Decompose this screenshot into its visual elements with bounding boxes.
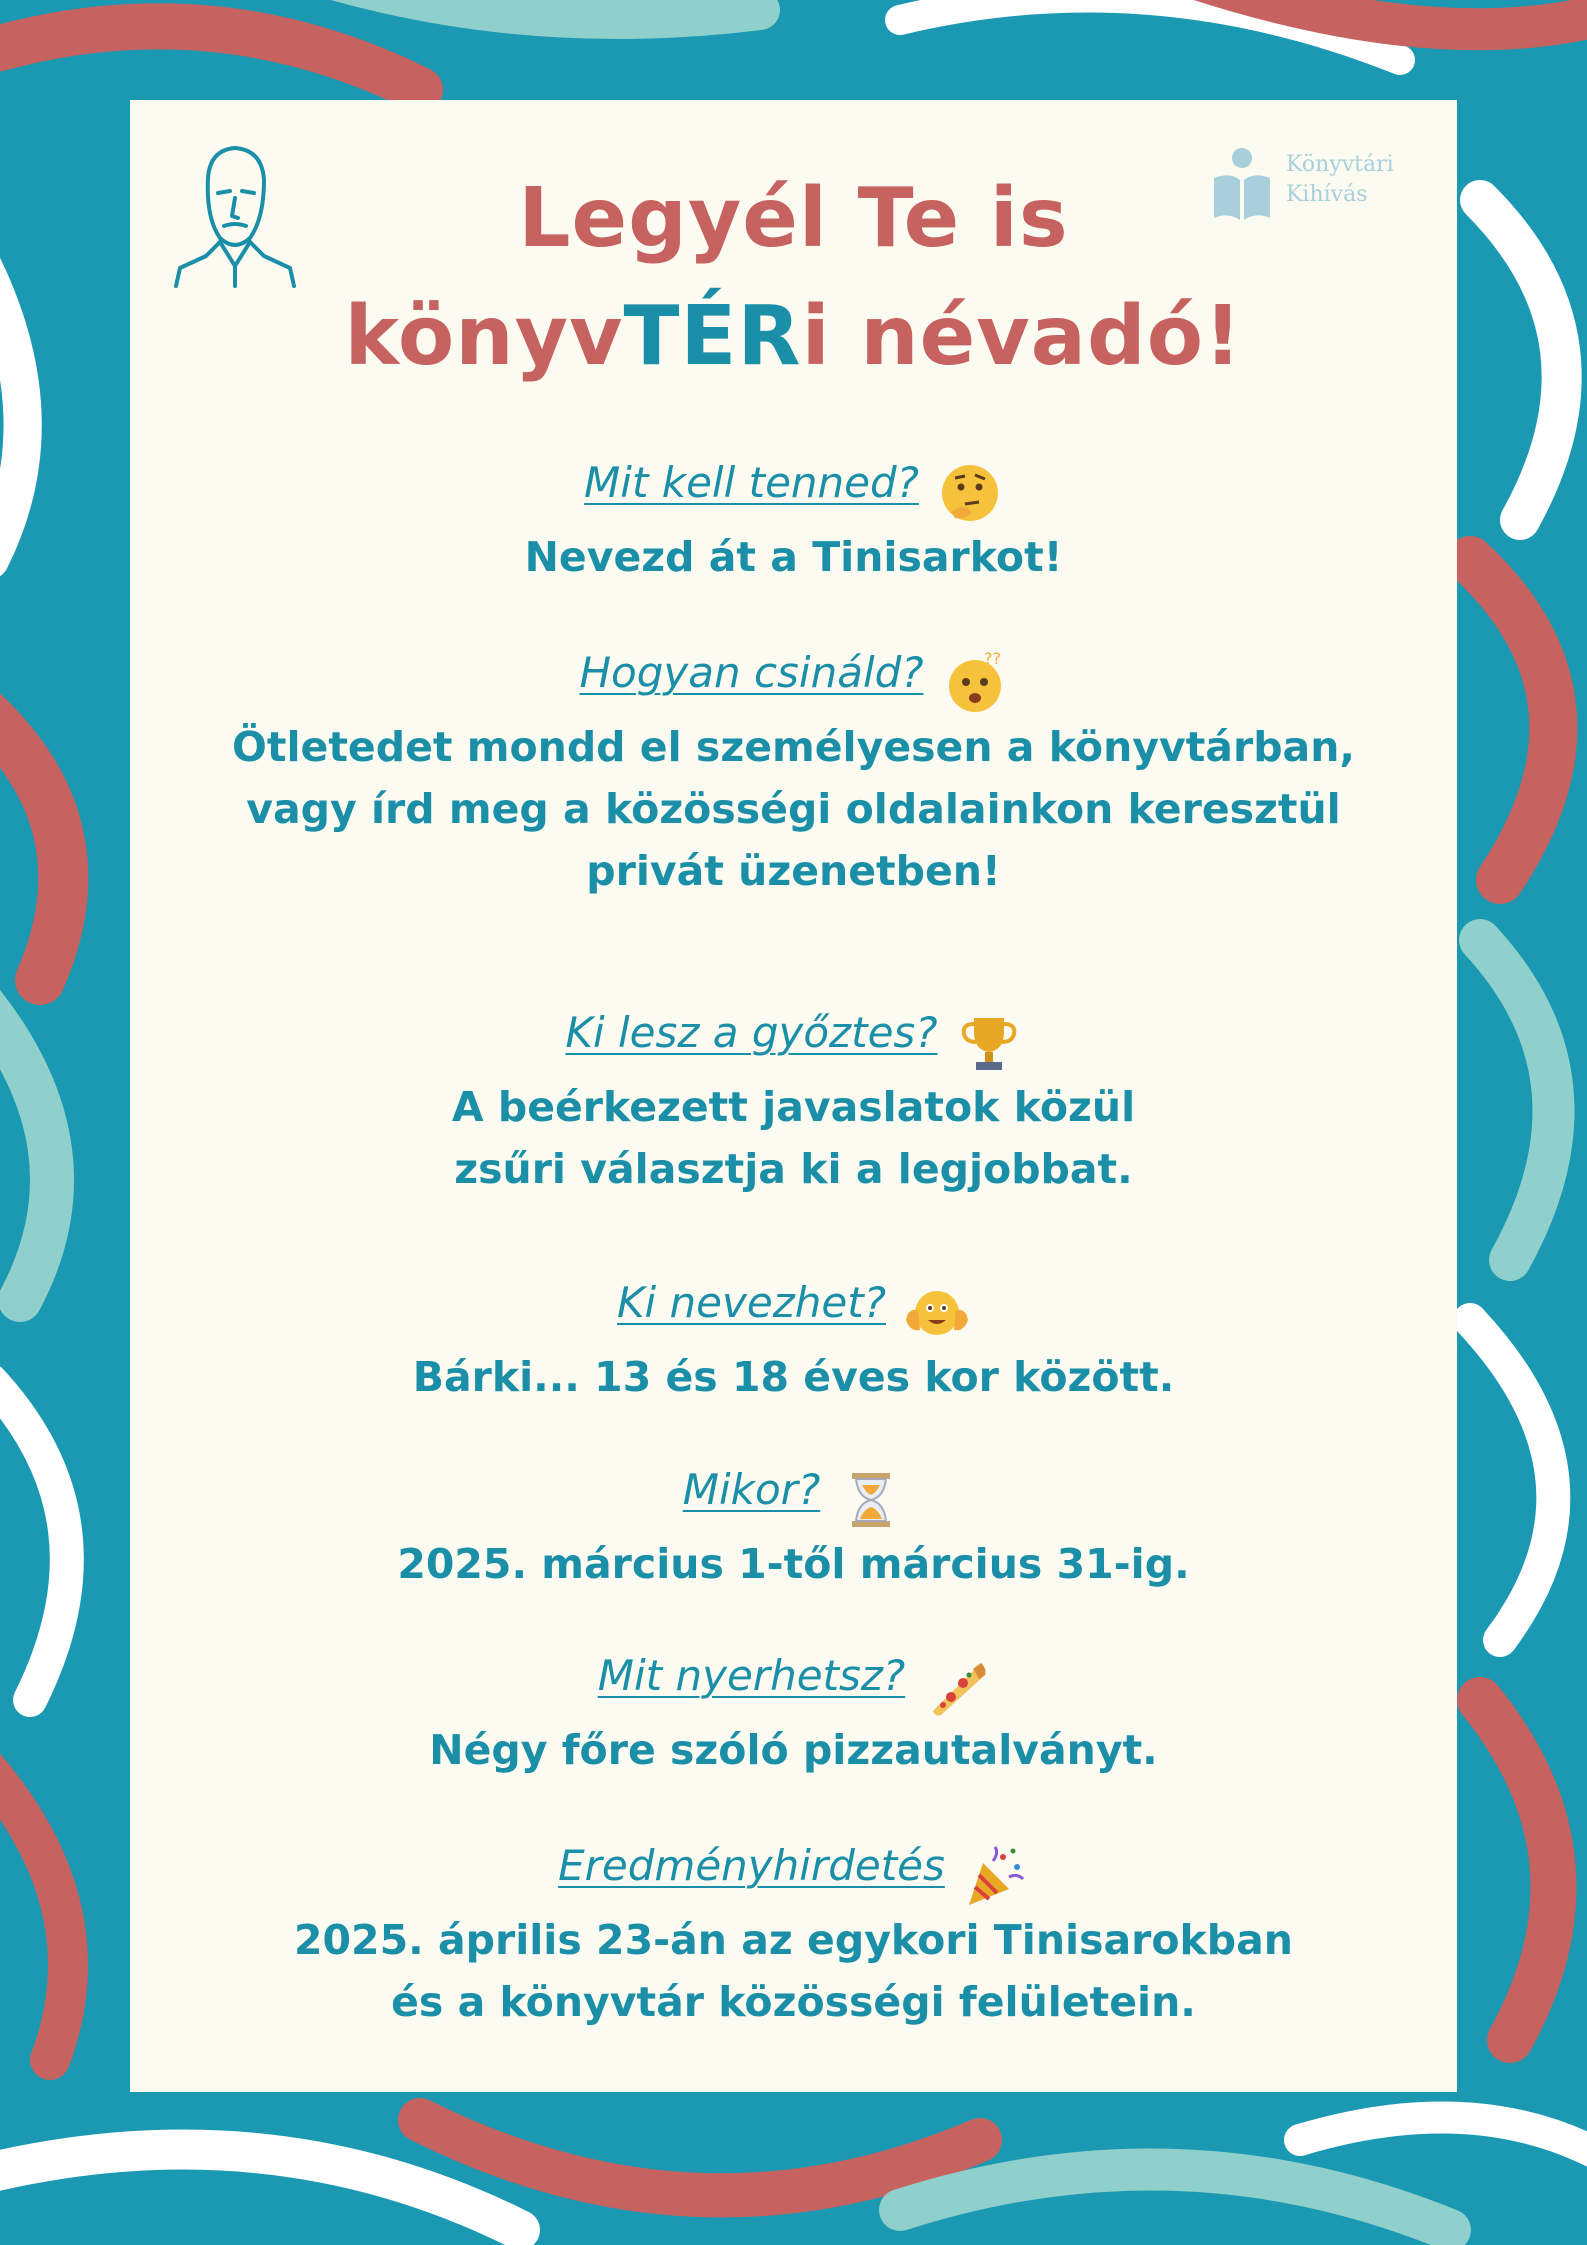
section-question: Ki nevezhet? — [617, 1278, 886, 1327]
title-highlight: TÉR — [623, 289, 802, 384]
section-answer: Ötletedet mondd el személyesen a könyvtárban, vagy írd meg a közösségi oldalainkon keresztül privát üzenetben! — [232, 722, 1355, 895]
title-line-1: Legyél Te is — [518, 171, 1069, 266]
section-how — [130, 645, 1457, 902]
hourglass-icon — [838, 1467, 904, 1533]
section-answer: A beérkezett javaslatok közül zsűri választja ki a legjobbat. — [451, 1082, 1136, 1193]
section-results — [130, 1838, 1457, 2033]
section-question: Mit nyerhetsz? — [597, 1651, 906, 1700]
library-logo-text: Könyvtári Kihívás — [1286, 152, 1394, 207]
section-answer: 2025. március 1-től március 31-ig. — [397, 1539, 1190, 1588]
section-prize — [130, 1648, 1457, 1781]
title-line-2: könyvTÉRi névadó! — [344, 289, 1243, 384]
pizza-icon — [923, 1653, 989, 1719]
section-answer: Nevezd át a Tinisarkot! — [524, 532, 1063, 581]
section-winner — [130, 1005, 1457, 1200]
thumbs-up-face-icon — [904, 1280, 970, 1346]
section-answer: Bárki... 13 és 18 éves kor között. — [412, 1352, 1175, 1401]
section-question: Mikor? — [682, 1465, 821, 1514]
page-title — [130, 160, 1457, 396]
section-question: Hogyan csináld? — [579, 648, 924, 697]
section-who — [130, 1275, 1457, 1408]
section-question: Ki lesz a győztes? — [565, 1008, 938, 1057]
section-when — [130, 1462, 1457, 1595]
svg-text:??: ?? — [983, 649, 1001, 668]
section-question: Mit kell tenned? — [584, 458, 919, 507]
section-question: Eredményhirdetés — [558, 1841, 945, 1890]
trophy-icon — [956, 1010, 1022, 1076]
section-task — [130, 455, 1457, 588]
party-popper-icon — [963, 1843, 1029, 1909]
confused-face-icon — [942, 650, 1008, 716]
thinking-face-icon — [937, 460, 1003, 526]
poster-card — [130, 100, 1457, 2092]
section-answer: 2025. április 23-án az egykori Tinisarokban és a könyvtár közösségi felületein. — [294, 1915, 1293, 2026]
section-answer: Négy főre szóló pizzautalványt. — [429, 1725, 1158, 1774]
